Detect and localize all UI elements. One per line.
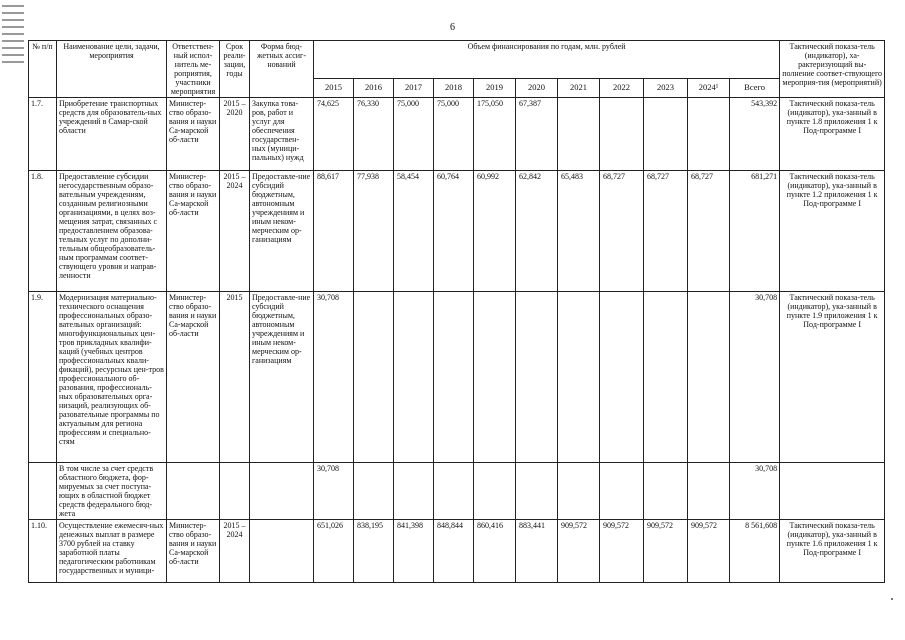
value-cell [474,463,516,520]
value-cell [394,292,434,463]
value-cell [600,463,644,520]
row-responsible [167,463,220,520]
value-cell [644,463,688,520]
value-cell [558,98,600,171]
value-cell [354,292,394,463]
value-cell: 88,617 [314,171,354,292]
row-indicator: Тактический показа-тель (индикатор), ука-занный в пункте 1.8 приложения 1 к Под-программе I [780,98,885,171]
row-form: Предоставле-ние субсидий бюджетным, автономным учреждениям и иным неком-мерческим ор-ганизациям [250,171,314,292]
value-cell [688,463,730,520]
header-indicator: Тактический показа-тель (индикатор), ха-рактеризующий вы-полнение соответ-ствующего мероприя-тия (мероприятий) [780,41,885,98]
value-cell: 883,441 [516,520,558,583]
financing-table [28,40,885,583]
value-cell [600,292,644,463]
year-header: 2015 [314,78,354,97]
value-cell: 75,000 [394,98,434,171]
value-cell [688,98,730,171]
value-cell [516,292,558,463]
value-cell: 860,416 [474,520,516,583]
row-indicator: Тактический показа-тель (индикатор), ука-занный в пункте 1.6 приложения 1 к Под-программе I [780,520,885,583]
row-name: В том числе за счет средств областного бюджета, фор-мируемых за счет поступа-ющих в областной бюджет средств федерального бюд-жета [57,463,167,520]
value-cell: 68,727 [644,171,688,292]
value-cell [644,292,688,463]
row-term [220,463,250,520]
value-cell [558,292,600,463]
row-form: Закупка това-ров, работ и услуг для обеспечения государствен-ных (муници-пальных) нужд [250,98,314,171]
value-cell: 76,330 [354,98,394,171]
row-indicator: Тактический показа-тель (индикатор), ука-занный в пункте 1.9 приложения 1 к Под-программе I [780,292,885,463]
value-cell: 58,454 [394,171,434,292]
year-header: 2019 [474,78,516,97]
header-row [29,41,885,79]
year-header: 2023 [644,78,688,97]
year-header: 2020 [516,78,558,97]
value-cell: 68,727 [688,171,730,292]
year-header: 2024¹ [688,78,730,97]
value-cell [474,292,516,463]
value-cell [688,292,730,463]
year-header: 2016 [354,78,394,97]
row-name: Предоставление субсидии негосударственным образо-вательным учреждениям, созданным религиозными организациями, в целях воз-мещения затрат, связанных с предоставлением образова-тельных услуг по дополни-тельным общеобразователь-ным программам соответ-ствующего уровня и направ-ленности [57,171,167,292]
row-responsible: Министер-ство образо-вания и науки Са-марской об-ласти [167,292,220,463]
value-cell: 909,572 [644,520,688,583]
value-cell: 909,572 [688,520,730,583]
row-term: 2015 [220,292,250,463]
row-form [250,463,314,520]
value-cell: 909,572 [558,520,600,583]
header-form: Форма бюд-жетных ассиг-нований [250,41,314,98]
value-cell: 30,708 [314,463,354,520]
total-cell: 543,392 [730,98,780,171]
value-cell [600,98,644,171]
row-num: 1.8. [29,171,57,292]
header-financing: Объем финансирования по годам, млн. рублей [314,41,780,79]
total-cell: 681,271 [730,171,780,292]
year-header: 2021 [558,78,600,97]
row-responsible: Министер-ство образо-вания и науки Са-марской об-ласти [167,98,220,171]
value-cell: 77,938 [354,171,394,292]
row-form: Предоставле-ние субсидий бюджетным, автономным учреждениям и иным неком-мерческим ор-ганизациям [250,292,314,463]
value-cell: 909,572 [600,520,644,583]
value-cell: 651,026 [314,520,354,583]
row-name: Осуществление ежемесяч-ных денежных выплат в размере 3700 рублей на ставку заработной платы педагогическим работникам государственных и муници- [57,520,167,583]
total-header: Всего [730,78,780,97]
total-cell: 30,708 [730,463,780,520]
value-cell [558,463,600,520]
table-row [29,520,885,583]
row-term: 2015 – 2024 [220,171,250,292]
year-header: 2017 [394,78,434,97]
total-cell: 8 561,608 [730,520,780,583]
value-cell [354,463,394,520]
value-cell [434,463,474,520]
value-cell [516,463,558,520]
year-header: 2018 [434,78,474,97]
row-indicator: Тактический показа-тель (индикатор), ука-занный в пункте 1.2 приложения 1 к Под-программе I [780,171,885,292]
value-cell: 30,708 [314,292,354,463]
scan-margin-marks [2,0,24,110]
value-cell: 60,992 [474,171,516,292]
value-cell: 60,764 [434,171,474,292]
row-indicator [780,463,885,520]
table-row-subtotal [29,463,885,520]
table-row [29,171,885,292]
value-cell [434,292,474,463]
value-cell: 841,398 [394,520,434,583]
value-cell: 75,000 [434,98,474,171]
row-form [250,520,314,583]
value-cell: 838,195 [354,520,394,583]
header-name: Наименование цели, задачи, мероприятия [57,41,167,98]
row-responsible: Министер-ство образо-вания и науки Са-марской об-ласти [167,171,220,292]
row-name: Приобретение транспортных средств для образователь-ных учреждений в Самар-ской области [57,98,167,171]
value-cell: 65,483 [558,171,600,292]
header-num: № п/п [29,41,57,98]
value-cell: 67,387 [516,98,558,171]
value-cell: 62,842 [516,171,558,292]
table-row [29,292,885,463]
header-term: Срок реали-зации, годы [220,41,250,98]
row-term: 2015 – 2020 [220,98,250,171]
value-cell [644,98,688,171]
row-num [29,463,57,520]
page-number: 6 [450,22,455,33]
total-cell: 30,708 [730,292,780,463]
row-num: 1.10. [29,520,57,583]
row-name: Модернизация материально-технического оснащения профессиональных образо-вательных организаций: многофункциональных цен-тров прикладных квалифи-каций (учебных центров профессиональных квали-фикаций), ресурсных цен-тров профессионального об-разования, профессиональ-ных образовательных орга-низаций, реализующих об-разовательные программы по актуальным для региона профессиям и специально-стям [57,292,167,463]
row-responsible: Министер-ство образо-вания и науки Са-марской об-ласти [167,520,220,583]
row-term: 2015 – 2024 [220,520,250,583]
row-num: 1.9. [29,292,57,463]
value-cell: 175,050 [474,98,516,171]
value-cell: 848,844 [434,520,474,583]
row-num: 1.7. [29,98,57,171]
header-responsible: Ответствен-ный испол-нитель ме-роприятия, участники мероприятия [167,41,220,98]
value-cell: 68,727 [600,171,644,292]
scan-speck [891,598,893,600]
year-header: 2022 [600,78,644,97]
table-row [29,98,885,171]
value-cell: 74,625 [314,98,354,171]
value-cell [394,463,434,520]
